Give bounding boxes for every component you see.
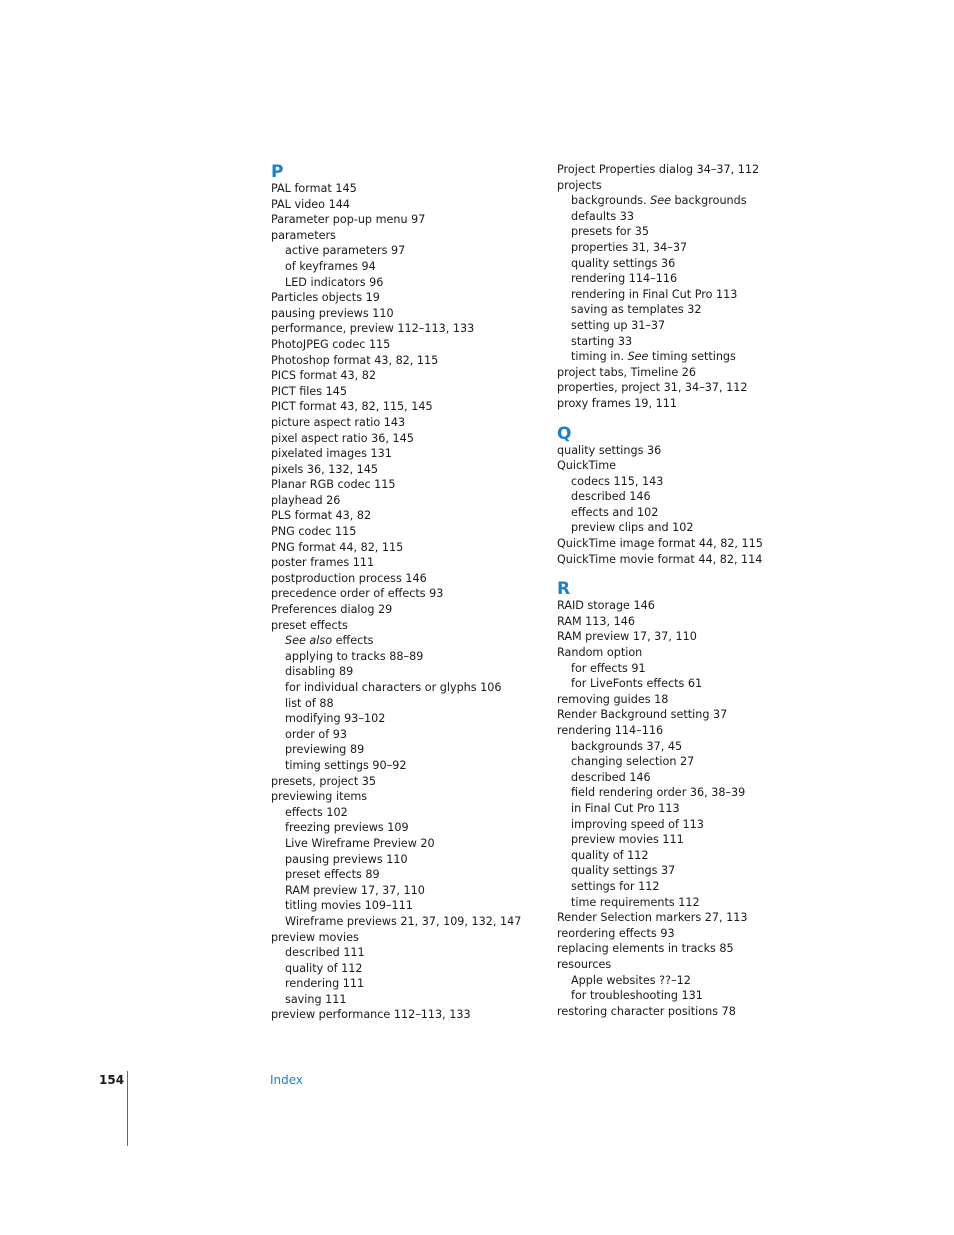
- index-entry: Render Selection markers 27, 113: [557, 911, 748, 925]
- index-subentry: changing selection 27: [571, 755, 695, 769]
- index-subentry: quality settings 36: [571, 256, 676, 270]
- page-number: 154: [99, 1073, 125, 1087]
- index-subentry: setting up 31–37: [571, 318, 666, 332]
- index-entry: RAM preview 17, 37, 110: [557, 630, 697, 644]
- index-subentry: rendering 111: [285, 977, 365, 991]
- index-letter-heading: R: [557, 579, 571, 600]
- index-subentry: time requirements 112: [571, 895, 700, 909]
- index-entry: Photoshop format 43, 82, 115: [271, 353, 439, 367]
- index-subentry: settings for 112: [571, 879, 660, 893]
- index-entry: preview movies: [271, 930, 359, 944]
- index-subentry: backgrounds 37, 45: [571, 739, 683, 753]
- index-subentry: quality settings 37: [571, 864, 676, 878]
- index-column-left: [271, 162, 551, 1023]
- index-entry: resources: [557, 957, 612, 971]
- index-entry: RAM 113, 146: [557, 614, 636, 628]
- index-entry: precedence order of effects 93: [271, 587, 444, 601]
- cross-reference-target: timing settings: [648, 350, 736, 364]
- index-entry: Render Background setting 37: [557, 708, 728, 722]
- index-entry: previewing items: [271, 790, 368, 804]
- index-subentry: saving 111: [285, 992, 347, 1006]
- index-entry: PLS format 43, 82: [271, 509, 372, 523]
- index-subentry: defaults 33: [571, 209, 634, 223]
- index-subentry: quality of 112: [285, 961, 363, 975]
- cross-reference-label: See also: [285, 634, 333, 648]
- index-entry: picture aspect ratio 143: [271, 415, 406, 429]
- index-subentry: for LiveFonts effects 61: [571, 677, 703, 691]
- index-entry: PAL video 144: [271, 197, 350, 211]
- index-subentry: improving speed of 113: [571, 817, 704, 831]
- index-entry: proxy frames 19, 111: [557, 396, 678, 410]
- index-entry: Particles objects 19: [271, 291, 380, 305]
- index-entry: reordering effects 93: [557, 926, 675, 940]
- section-label: Index: [270, 1073, 304, 1087]
- index-entry: Project Properties dialog 34–37, 112: [557, 163, 760, 176]
- index-subentry: for troubleshooting 131: [571, 989, 703, 1003]
- index-subentry: in Final Cut Pro 113: [571, 801, 680, 815]
- index-entry: properties, project 31, 34–37, 112: [557, 381, 748, 395]
- index-subentry: saving as templates 32: [571, 303, 702, 317]
- index-letter-heading: P: [271, 162, 284, 182]
- index-entry: parameters: [271, 228, 336, 242]
- index-entry: performance, preview 112–113, 133: [271, 322, 475, 336]
- index-entry: PNG format 44, 82, 115: [271, 540, 404, 554]
- index-entry: quality settings 36: [557, 443, 662, 457]
- index-entry: PICT files 145: [271, 384, 348, 398]
- index-entry: replacing elements in tracks 85: [557, 942, 734, 956]
- index-subentry: starting 33: [571, 334, 633, 348]
- index-subentry: codecs 115, 143: [571, 474, 664, 488]
- index-subentry: presets for 35: [571, 225, 649, 239]
- index-letter-heading: Q: [557, 423, 572, 444]
- index-entry: restoring character positions 78: [557, 1004, 736, 1018]
- index-entry: pixel aspect ratio 36, 145: [271, 431, 414, 445]
- index-entry: projects: [557, 178, 602, 192]
- index-entry: QuickTime movie format 44, 82, 114: [557, 552, 763, 566]
- index-subentry: quality of 112: [571, 848, 649, 862]
- index-entry: pausing previews 110: [271, 306, 394, 320]
- index-entry: Parameter pop-up menu 97: [271, 213, 426, 227]
- index-entry: PhotoJPEG codec 115: [271, 337, 391, 351]
- index-subentry: field rendering order 36, 38–39: [571, 786, 746, 800]
- index-subentry: of keyframes 94: [285, 259, 376, 273]
- index-subentry: freezing previews 109: [285, 821, 409, 835]
- index-entry: Preferences dialog 29: [271, 603, 393, 617]
- index-subentry: effects and 102: [571, 505, 659, 519]
- index-subentry: order of 93: [285, 727, 347, 741]
- index-entry: pixelated images 131: [271, 447, 392, 461]
- index-column-right: [557, 162, 857, 1019]
- index-subentry: RAM preview 17, 37, 110: [285, 883, 425, 897]
- index-subentry: LED indicators 96: [285, 275, 384, 289]
- index-subentry: described 111: [285, 946, 365, 960]
- index-entry: QuickTime image format 44, 82, 115: [557, 537, 763, 551]
- index-subentry: preset effects 89: [285, 868, 380, 882]
- index-subentry: preview clips and 102: [571, 521, 694, 535]
- index-entry: rendering 114–116: [557, 724, 664, 737]
- index-entry: poster frames 111: [271, 556, 375, 570]
- index-subentry: titling movies 109–111: [285, 899, 413, 913]
- index-subentry: rendering in Final Cut Pro 113: [571, 287, 738, 301]
- index-subentry: for individual characters or glyphs 106: [285, 681, 502, 694]
- index-entry: preview performance 112–113, 133: [271, 1008, 471, 1022]
- index-subentry: active parameters 97: [285, 244, 406, 258]
- cross-reference-target: backgrounds: [671, 194, 747, 208]
- index-subentry: [271, 633, 551, 649]
- index-entry: PICS format 43, 82: [271, 369, 376, 383]
- index-subentry: applying to tracks 88–89: [285, 649, 424, 663]
- index-subentry: modifying 93–102: [285, 712, 386, 726]
- index-entry: Planar RGB codec 115: [271, 478, 396, 492]
- index-subentry: Wireframe previews 21, 37, 109, 132, 147: [285, 914, 522, 928]
- index-subentry: timing settings 90–92: [285, 758, 407, 772]
- index-subentry: described 146: [571, 770, 651, 784]
- index-entry: preset effects: [271, 618, 348, 632]
- index-entry: playhead 26: [271, 493, 341, 507]
- cross-reference-label: See: [650, 194, 671, 208]
- footer-rule: [127, 1071, 128, 1146]
- index-subentry: effects 102: [285, 805, 348, 819]
- index-entry: PICT format 43, 82, 115, 145: [271, 400, 433, 414]
- index-entry: pixels 36, 132, 145: [271, 462, 379, 476]
- index-entry: PNG codec 115: [271, 525, 357, 539]
- index-entry: postproduction process 146: [271, 571, 427, 585]
- index-entry: presets, project 35: [271, 774, 376, 788]
- index-subentry: properties 31, 34–37: [571, 240, 688, 254]
- index-entry: PAL format 145: [271, 182, 357, 195]
- index-entry: QuickTime: [557, 459, 617, 473]
- index-subentry: described 146: [571, 490, 651, 504]
- index-subentry: for effects 91: [571, 661, 646, 675]
- entry-text: timing in.: [571, 350, 628, 364]
- index-entry: RAID storage 146: [557, 599, 655, 613]
- cross-reference-label: See: [627, 350, 649, 364]
- index-subentry: pausing previews 110: [285, 852, 408, 866]
- entry-text: backgrounds.: [571, 194, 651, 208]
- index-subentry: Live Wireframe Preview 20: [285, 836, 435, 850]
- index-subentry: preview movies 111: [571, 833, 684, 847]
- index-entry: Random option: [557, 646, 643, 660]
- cross-reference-target: effects: [332, 634, 374, 648]
- index-subentry: rendering 114–116: [571, 272, 678, 286]
- index-entry: project tabs, Timeline 26: [557, 365, 697, 379]
- index-subentry: previewing 89: [285, 743, 365, 757]
- index-subentry: [557, 193, 857, 209]
- index-subentry: Apple websites ??–12: [571, 973, 691, 987]
- index-entry: removing guides 18: [557, 692, 669, 706]
- index-subentry: list of 88: [285, 696, 334, 710]
- index-subentry: disabling 89: [285, 665, 354, 679]
- index-subentry: [557, 349, 857, 365]
